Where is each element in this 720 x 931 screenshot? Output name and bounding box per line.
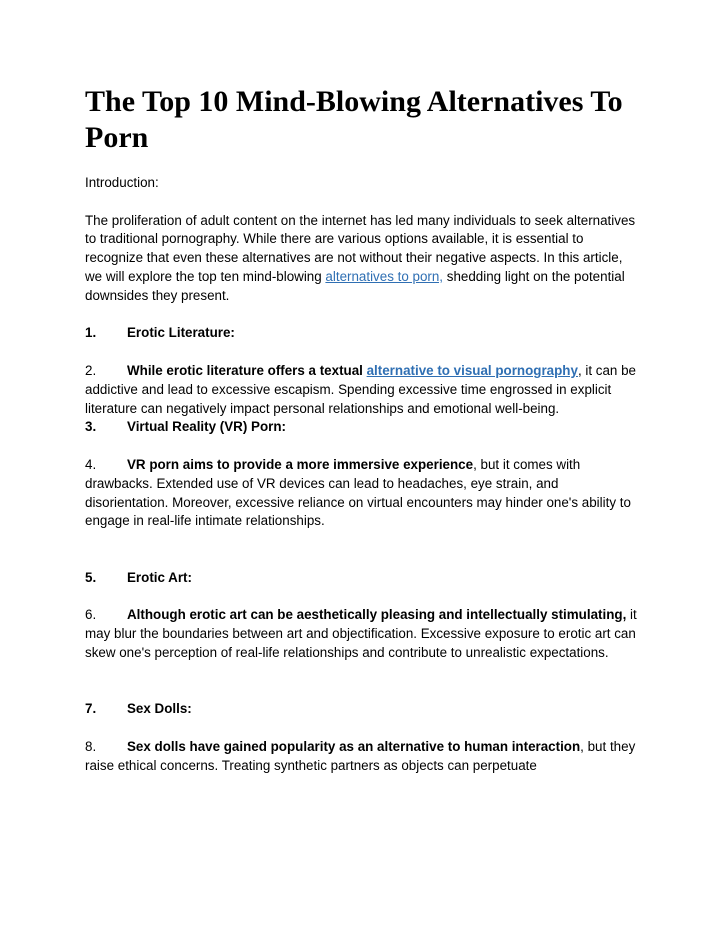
intro-label: Introduction: [85,175,159,190]
list-item-4 [85,456,640,531]
item-text: , but they raise ethical concerns. Treating synthetic partners as objects can perpetuate [85,738,636,773]
item-number: 5. [85,569,97,585]
item-text: it may blur the boundaries between art and objectification. Excessive exposure to erotic art can skew one's perception of real-life relationships and contribute to unrealistic expectations. [85,607,637,660]
item-number: 3. [85,419,97,435]
list-item-1 [85,324,640,343]
alternatives-link[interactable]: alternatives to porn, [325,268,444,284]
item-bold-text: Although erotic art can be aesthetically pleasing and intellectually stimulating, [127,607,627,623]
page-title: The Top 10 Mind-Blowing Alternatives To Porn [85,85,623,154]
item-number: 8. [85,738,97,754]
item-heading: Erotic Art: [127,569,192,585]
item-heading: Virtual Reality (VR) Porn: [127,419,286,435]
intro-paragraph [85,212,640,306]
list-item-2 [85,362,640,418]
item-heading: Erotic Literature: [127,325,235,341]
list-item-5 [85,569,640,588]
list-item-6 [85,606,640,662]
visual-pornography-link[interactable]: alternative to visual pornography [366,362,578,378]
item-number: 1. [85,325,97,341]
intro-text-after: shedding light on the potential downsides they present. [85,268,625,303]
item-text: , but it comes with drawbacks. Extended use of VR devices can lead to headaches, eye strain, and disorientation. Moreover, excessive reliance on virtual encounters may hinder one's ability to engage in real-life intimate relationships. [85,456,631,529]
item-number: 7. [85,701,97,717]
article-body [85,174,640,776]
item-heading: Sex Dolls: [127,701,192,717]
list-item-7 [85,700,640,719]
intro-text-before: The proliferation of adult content on the internet has led many individuals to seek alternatives to traditional pornography. While there are various options available, it is essential to recognize that even these alternatives are not without their negative aspects. In this article, we will explore the top ten mind-blowing [85,212,636,284]
list-item-8 [85,738,640,776]
item-number: 6. [85,607,97,623]
item-bold-text: Sex dolls have gained popularity as an alternative to human interaction [127,738,581,754]
item-bold-text: VR porn aims to provide a more immersive experience [127,456,474,472]
item-text: , it can be addictive and lead to excessive escapism. Spending excessive time engrossed in explicit literature can negatively impact personal relationships and emotional well-being. [85,362,636,416]
item-number: 4. [85,456,97,472]
list-item-3 [85,418,640,437]
item-number: 2. [85,362,97,378]
item-bold-text: While erotic literature offers a textual [127,362,367,378]
